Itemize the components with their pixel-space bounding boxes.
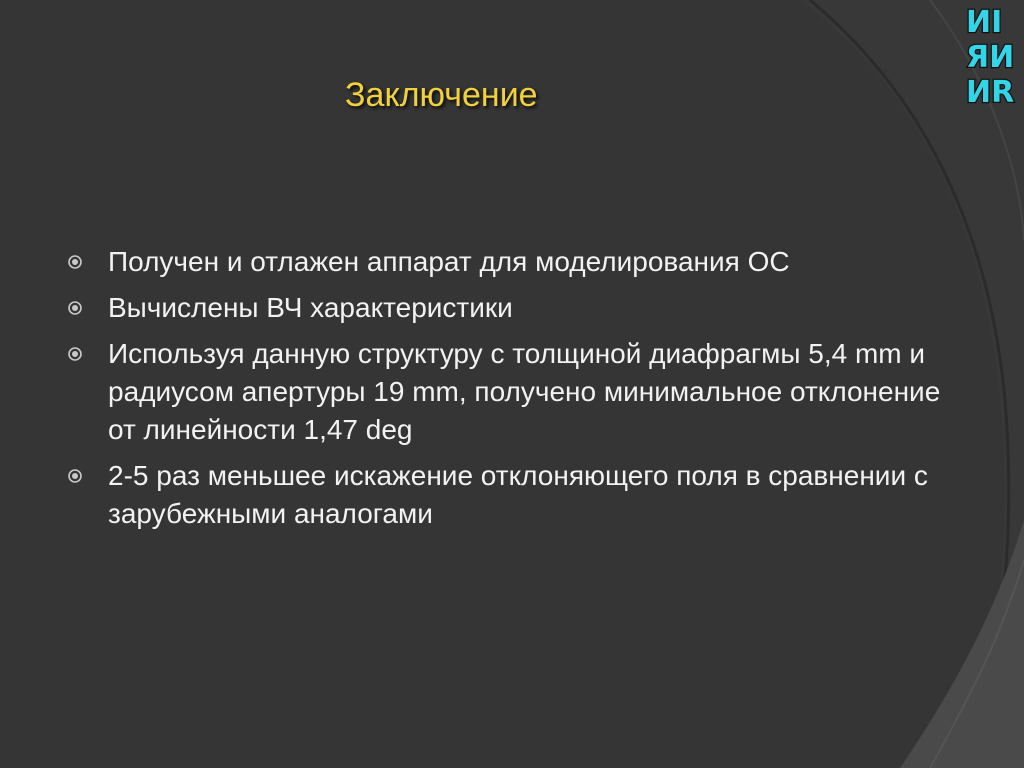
bullet-icon	[68, 347, 82, 361]
logo-line-3: ИR	[966, 75, 1015, 108]
bullet-text: 2-5 раз меньшее искажение отклоняющего поля в сравнении с зарубежными аналогами	[108, 460, 928, 529]
bullet-icon	[68, 469, 82, 483]
bullet-item	[66, 289, 966, 327]
logo-line-2: ЯИ	[966, 40, 1015, 75]
bullet-text: Получен и отлажен аппарат для моделирования ОС	[108, 246, 790, 277]
bullet-item	[66, 457, 966, 533]
bullet-text: Используя данную структуру с толщиной диафрагмы 5,4 mm и радиусом апертуры 19 mm, получено минимальное отклонение от линейности 1,47 deg	[108, 338, 941, 445]
bullet-item	[66, 335, 966, 449]
bullet-list	[66, 243, 966, 541]
slide-title: Заключение	[345, 76, 538, 114]
logo-line-1: ИI	[966, 5, 1003, 40]
bullet-text: Вычислены ВЧ характеристики	[108, 292, 513, 323]
institute-logo	[964, 2, 1022, 108]
bullet-icon	[68, 255, 82, 269]
bullet-icon	[68, 301, 82, 315]
bullet-item	[66, 243, 966, 281]
